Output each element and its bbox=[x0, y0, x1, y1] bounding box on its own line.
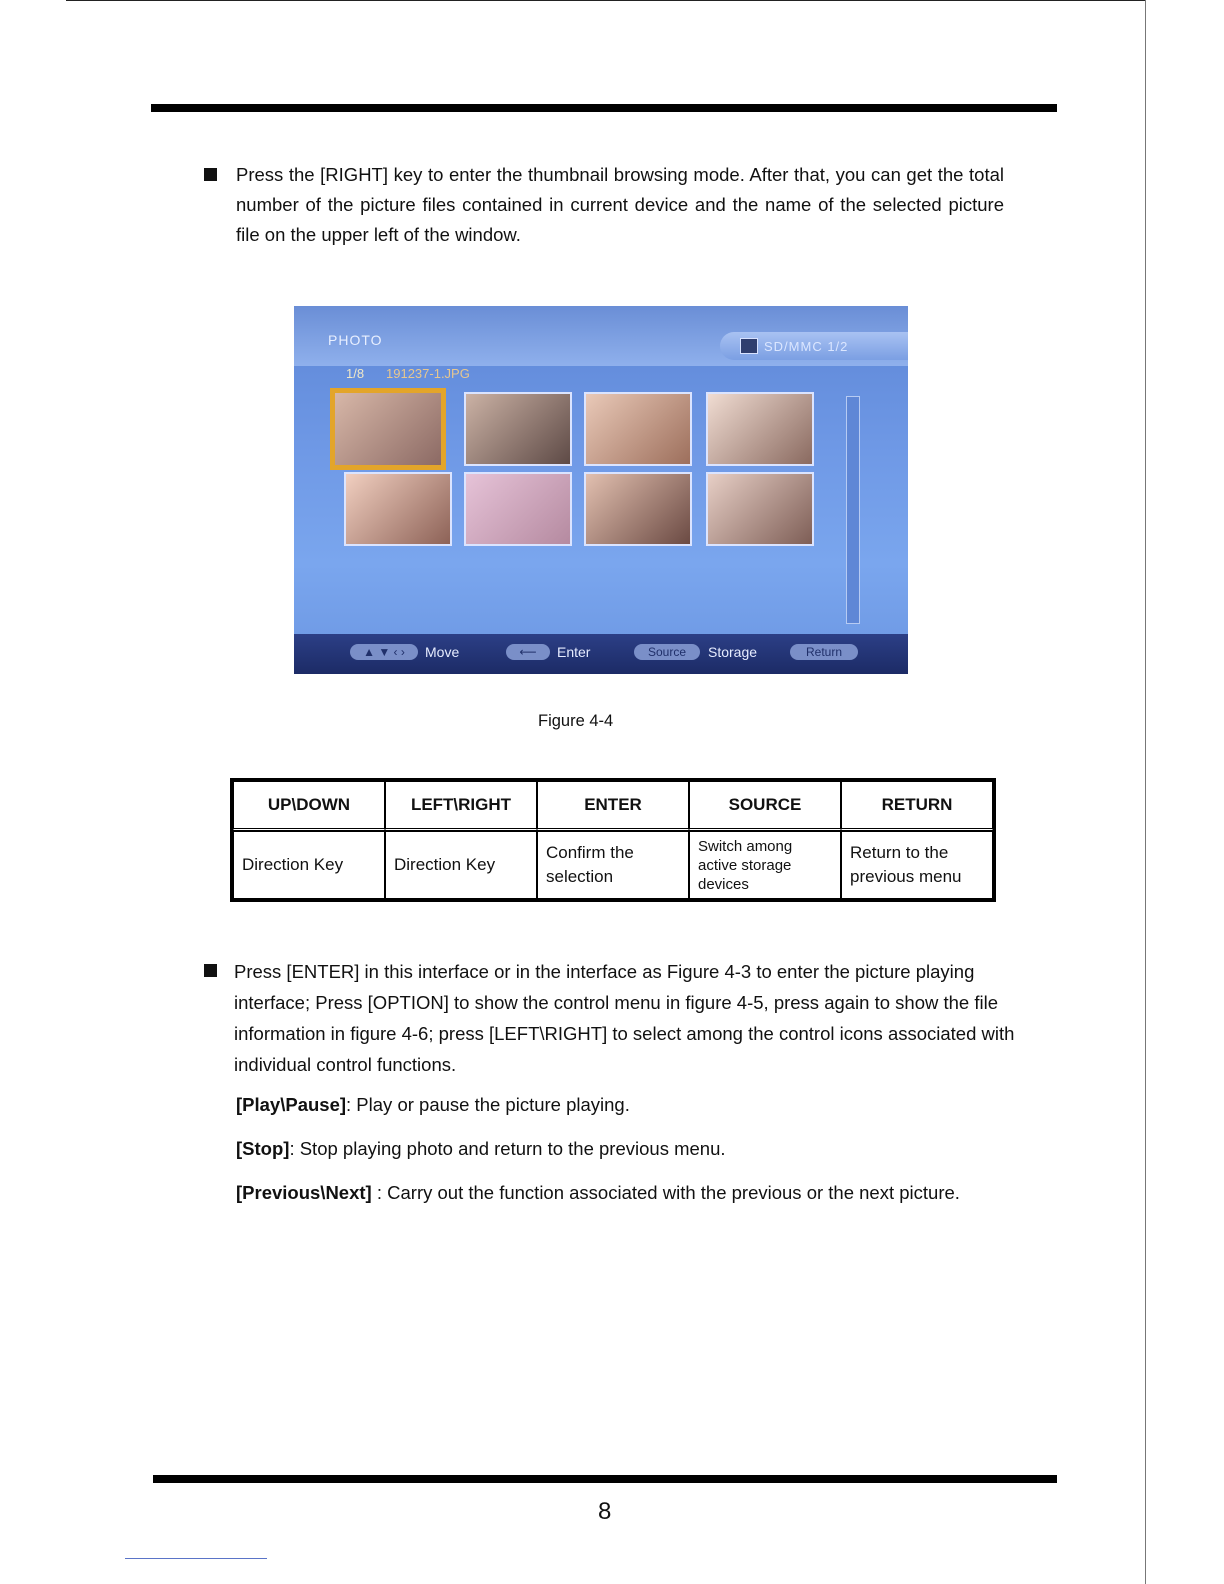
move-hint: Move bbox=[425, 644, 460, 660]
selected-filename: 191237-1.JPG bbox=[386, 366, 470, 381]
thumbnail-2[interactable] bbox=[464, 392, 572, 466]
storage-indicator: SD/MMC 1/2 bbox=[764, 339, 849, 354]
paragraph-playing-interface: Press [ENTER] in this interface or in the interface as Figure 4-3 to enter the picture playing interface; Press [OPTION] to show the control menu in figure 4-5, press again to show the file information in figure 4-6; press [LEFT\RIGHT] to select among the control icons associated with individual control functions. bbox=[234, 961, 1015, 1075]
thumbnail-5[interactable] bbox=[344, 472, 452, 546]
control-item-stop bbox=[236, 1138, 726, 1160]
source-key-pill: Source bbox=[634, 644, 700, 660]
storage-hint: Storage bbox=[708, 644, 758, 660]
control-item-previous-next bbox=[236, 1182, 960, 1204]
table-cell: Return to the previous menu bbox=[841, 831, 993, 899]
sd-card-icon bbox=[740, 338, 758, 354]
scrollbar[interactable] bbox=[846, 396, 860, 624]
photo-browser-screenshot bbox=[294, 306, 908, 674]
thumbnail-6[interactable] bbox=[464, 472, 572, 546]
table-header: LEFT\RIGHT bbox=[385, 781, 537, 831]
table-header: RETURN bbox=[841, 781, 993, 831]
item-desc: : Carry out the function associated with the previous or the next picture. bbox=[371, 1182, 960, 1203]
return-key-pill: Return bbox=[790, 644, 858, 660]
thumbnail-8[interactable] bbox=[706, 472, 814, 546]
control-item-play-pause bbox=[236, 1094, 630, 1116]
thumbnail-3[interactable] bbox=[584, 392, 692, 466]
table-cell: Switch among active storage devices bbox=[689, 831, 841, 899]
footer-rule bbox=[153, 1475, 1057, 1483]
screenshot-footer bbox=[294, 634, 908, 674]
item-term: [Previous\Next] bbox=[236, 1182, 372, 1203]
page-right-border bbox=[1145, 0, 1146, 1584]
enter-hint: Enter bbox=[557, 644, 591, 660]
table-header: SOURCE bbox=[689, 781, 841, 831]
item-desc: : Stop playing photo and return to the previous menu. bbox=[289, 1138, 726, 1159]
bullet-marker bbox=[204, 964, 217, 977]
table-cell: Direction Key bbox=[385, 831, 537, 899]
thumbnail-1-selected[interactable] bbox=[330, 388, 446, 470]
item-desc: : Play or pause the picture playing. bbox=[346, 1094, 630, 1115]
screenshot-title: PHOTO bbox=[328, 332, 383, 348]
enter-key-icon: ⟵ bbox=[506, 644, 550, 660]
table-header: UP\DOWN bbox=[233, 781, 385, 831]
figure-caption: Figure 4-4 bbox=[538, 712, 614, 730]
page-number: 8 bbox=[598, 1498, 612, 1525]
item-term: [Play\Pause] bbox=[236, 1094, 347, 1115]
table-cell: Confirm the selection bbox=[537, 831, 689, 899]
bottom-link-underline bbox=[125, 1558, 267, 1559]
table-cell: Direction Key bbox=[233, 831, 385, 899]
file-count: 1/8 bbox=[346, 366, 365, 381]
paragraph-thumbnail-mode: Press the [RIGHT] key to enter the thumbnail browsing mode. After that, you can get the total number of the picture files contained in current device and the name of the selected picture file on the upper left of the window. bbox=[236, 164, 1004, 245]
key-function-table bbox=[230, 778, 996, 902]
thumbnail-4[interactable] bbox=[706, 392, 814, 466]
table-header: ENTER bbox=[537, 781, 689, 831]
item-term: [Stop] bbox=[236, 1138, 290, 1159]
table-row bbox=[233, 831, 993, 899]
bullet-marker bbox=[204, 168, 217, 181]
page-top-border bbox=[66, 0, 1146, 1]
arrow-keys-icon: ▲ ▼ ‹ › bbox=[350, 644, 418, 660]
header-rule bbox=[151, 104, 1057, 112]
thumbnail-7[interactable] bbox=[584, 472, 692, 546]
